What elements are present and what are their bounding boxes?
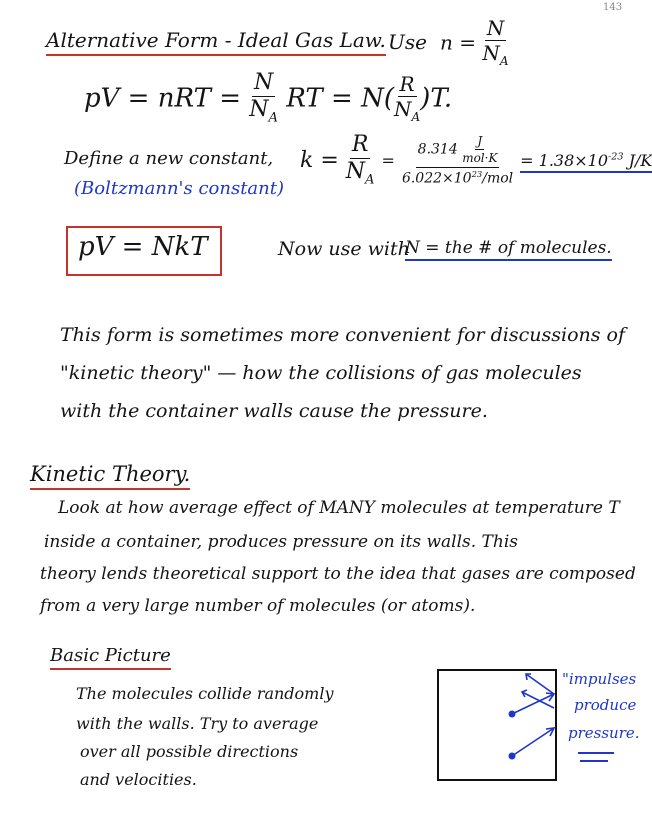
paragraph-line: theory lends theoretical support to the idea that gases are composed: [40, 564, 636, 584]
fraction-denominator: [346, 159, 375, 187]
boltzmann-result: [520, 151, 652, 173]
impulses-note: produce: [574, 696, 637, 714]
unit-fraction: [462, 135, 497, 164]
n-number-of-molecules: N = the # of molecules.: [405, 238, 612, 261]
n-definition: [440, 18, 509, 67]
molecule-dot: [509, 711, 516, 718]
paragraph-line: "kinetic theory" — how the collisions of gas molecules: [60, 362, 582, 384]
k-definition: [300, 134, 652, 187]
result-value: = 1.38×10: [520, 150, 609, 170]
molecule-dot: [509, 753, 516, 760]
paragraph-line: with the walls. Try to average: [76, 714, 319, 733]
na-symbol: N: [249, 97, 269, 122]
paragraph-line: This form is sometimes more convenient for discussions of: [60, 324, 626, 346]
fraction-numerator: N: [254, 70, 274, 95]
result-unit: J/K: [628, 150, 652, 170]
fraction-numerator: R: [351, 132, 369, 157]
r-over-na-fraction: [394, 71, 421, 124]
fraction-numerator: R: [399, 71, 415, 96]
emphasis-lines: [578, 752, 614, 754]
fraction-denominator: [482, 41, 508, 67]
emphasis-lines: [580, 760, 608, 762]
r-over-na-fraction: [346, 134, 375, 187]
n-equals: n =: [440, 30, 476, 55]
page-number: 143: [603, 2, 623, 13]
molecule-path: [512, 728, 554, 756]
impulses-note: pressure.: [568, 724, 640, 742]
equals-sign: =: [381, 150, 395, 170]
container-box: [438, 670, 556, 780]
k-equals: k =: [300, 147, 339, 173]
boltzmann-label: (Boltzmann's constant): [74, 178, 285, 199]
fraction-numerator: N: [486, 16, 505, 40]
fraction-denominator: [394, 97, 420, 123]
n-over-na-fraction: [249, 72, 278, 125]
eq-lhs: pV = nRT =: [84, 83, 241, 114]
eq-n-open: N(: [361, 83, 394, 114]
avogadro-subscript: A: [411, 109, 421, 124]
boxed-equation: pV = NkT: [78, 232, 208, 262]
eq-rt: RT =: [286, 83, 353, 114]
paragraph-line: The molecules collide randomly: [76, 684, 334, 703]
na-symbol: N: [345, 159, 366, 184]
impulses-note: "impulses: [562, 670, 637, 688]
basic-picture-heading: Basic Picture: [50, 645, 171, 670]
avogadro-subscript: A: [499, 54, 509, 68]
ideal-gas-equation: [84, 72, 452, 125]
exponent: 23: [471, 168, 483, 179]
na-symbol: N: [394, 96, 412, 121]
avogadro-subscript: A: [365, 172, 375, 188]
container-diagram: [430, 664, 570, 786]
n-over-na-fraction: [482, 18, 508, 67]
gas-constant-value: 8.314: [417, 141, 458, 158]
fraction-denominator: [249, 97, 278, 125]
paragraph-line: from a very large number of molecules (or atoms).: [40, 596, 476, 616]
use-text: Use: [388, 30, 427, 54]
fraction-denominator: [402, 168, 513, 186]
define-constant-text: Define a new constant,: [64, 148, 274, 169]
fraction-numerator: [416, 135, 500, 168]
avogadro-unit: /mol: [482, 170, 514, 187]
numeric-fraction: [402, 135, 513, 186]
paragraph-line: with the container walls cause the pressure.: [60, 400, 488, 422]
unit-numerator: J: [477, 133, 483, 148]
paragraph-line: inside a container, produces pressure on its walls. This: [44, 532, 518, 552]
unit-denominator: mol·K: [462, 150, 498, 165]
paragraph-line: and velocities.: [80, 770, 197, 789]
na-symbol: N: [482, 41, 500, 65]
now-use-text: Now use with: [278, 238, 410, 260]
avogadro-subscript: A: [268, 110, 279, 126]
section-heading-alternative-form: Alternative Form - Ideal Gas Law.: [46, 28, 386, 56]
avogadro-value: 6.022×10: [401, 170, 472, 187]
result-exponent: -23: [608, 151, 624, 163]
paragraph-line: over all possible directions: [80, 742, 299, 761]
paragraph-line: Look at how average effect of MANY molecules at temperature T: [58, 498, 620, 518]
section-heading-kinetic-theory: Kinetic Theory.: [30, 462, 190, 490]
eq-close-t: )T.: [420, 83, 453, 114]
rebound-path: [526, 674, 554, 694]
